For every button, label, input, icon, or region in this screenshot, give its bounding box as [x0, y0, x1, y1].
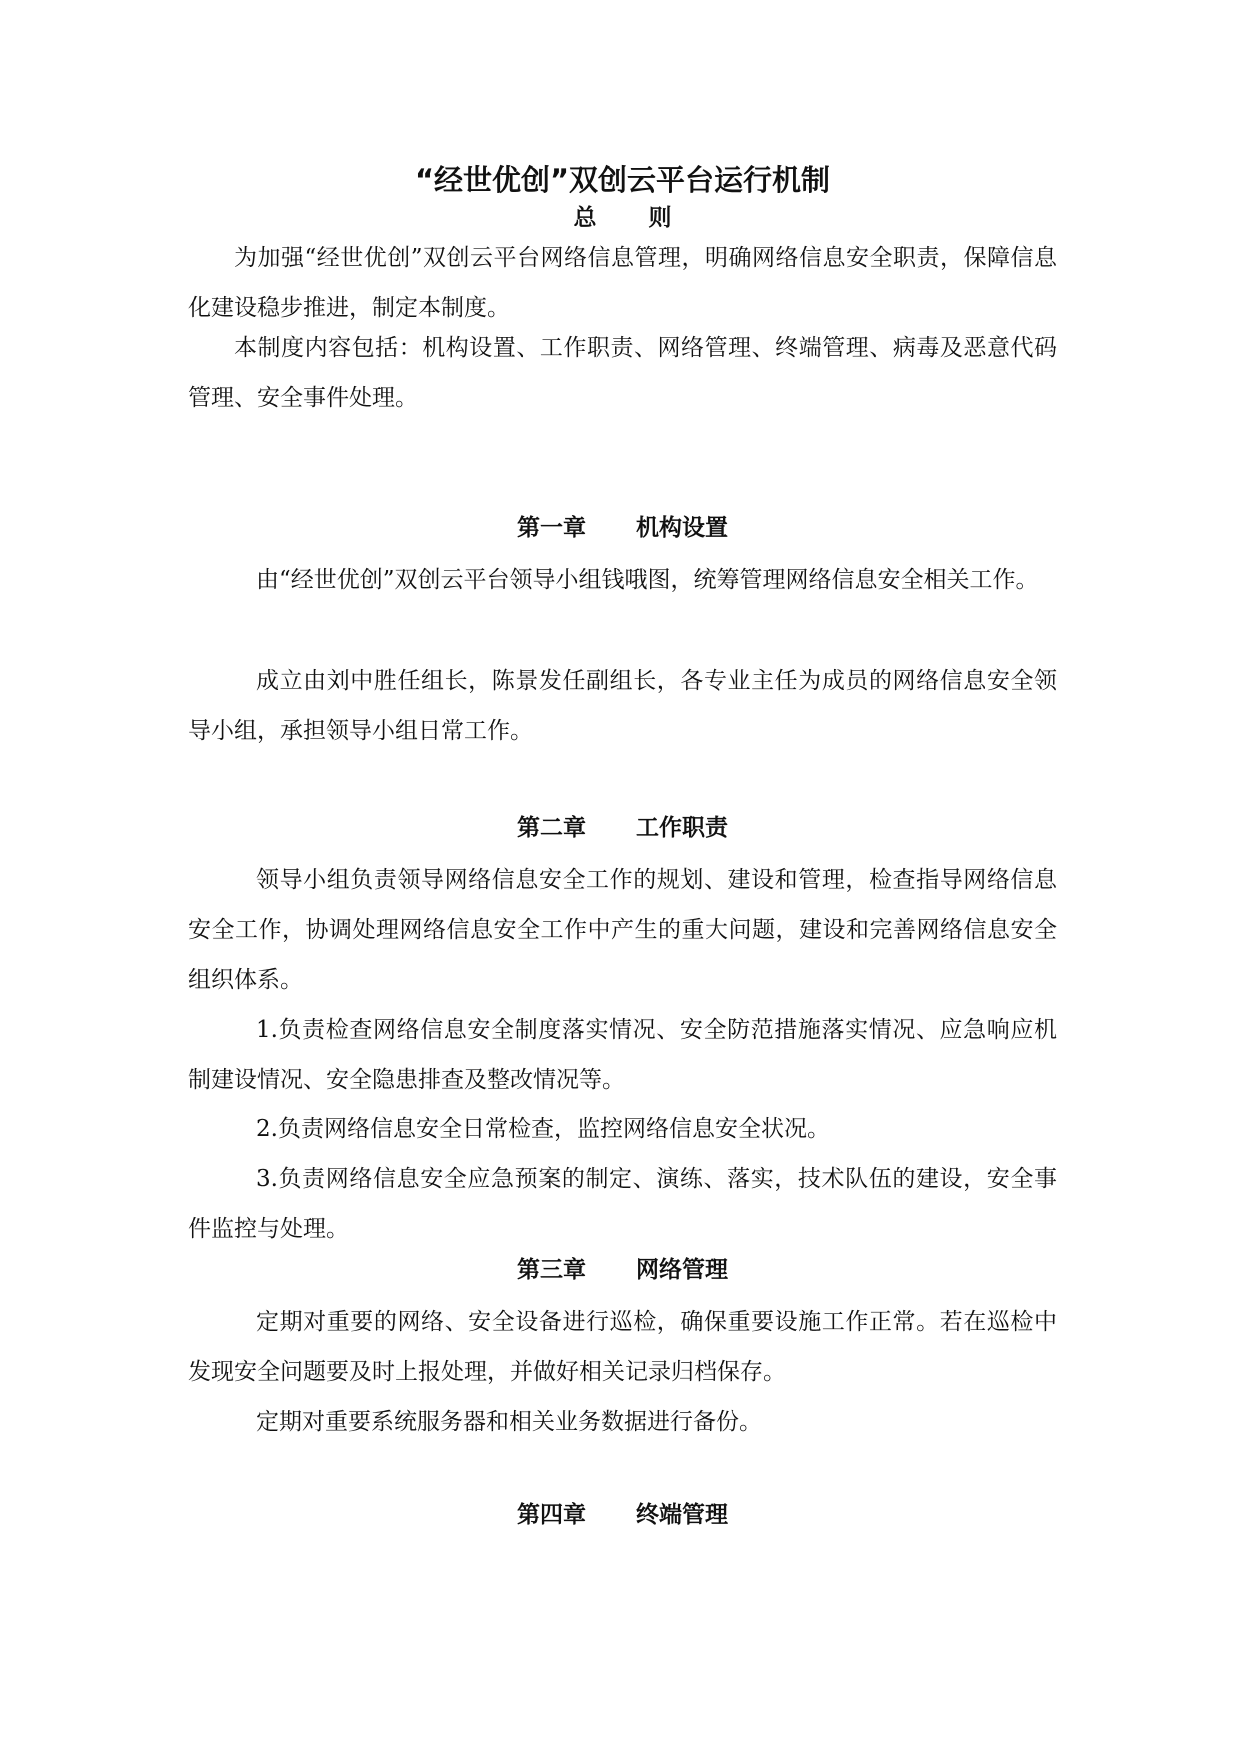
- chapter-2-paragraph-4: 3.负责网络信息安全应急预案的制定、演练、落实，技术队伍的建设，安全事件监控与处理。: [188, 1166, 1057, 1242]
- general-heading-left: 总: [573, 205, 597, 231]
- chapter-2-paragraph-1: 领导小组负责领导网络信息安全工作的规划、建设和管理，检查指导网络信息安全工作，协调处理网络信息安全工作中产生的重大问题，建设和完善网络信息安全组织体系。: [188, 867, 1057, 993]
- chapter-3-paragraph-1: 定期对重要的网络、安全设备进行巡检，确保重要设施工作正常。若在巡检中发现安全问题要及时上报处理，并做好相关记录归档保存。: [188, 1309, 1057, 1385]
- chapter-3-name: 网络管理: [636, 1256, 728, 1283]
- general-paragraph-1: 为加强“经世优创”双创云平台网络信息管理，明确网络信息安全职责，保障信息化建设稳步推进，制定本制度。: [188, 245, 1057, 321]
- chapter-1-heading: [188, 510, 1057, 546]
- chapter-2-name: 工作职责: [636, 814, 728, 841]
- chapter-1-paragraph-1: 由“经世优创”双创云平台领导小组钱哦图，统筹管理网络信息安全相关工作。: [256, 567, 1039, 593]
- document-title: “经世优创”双创云平台运行机制: [414, 163, 831, 197]
- chapter-2-number: 第二章: [517, 814, 586, 841]
- chapter-3-paragraph-2: 定期对重要系统服务器和相关业务数据进行备份。: [256, 1409, 762, 1435]
- chapter-4-number: 第四章: [517, 1501, 586, 1528]
- chapter-1-number: 第一章: [517, 514, 586, 541]
- general-paragraph-2: 本制度内容包括：机构设置、工作职责、网络管理、终端管理、病毒及恶意代码管理、安全事件处理。: [188, 335, 1057, 411]
- general-heading-right: 则: [648, 205, 672, 231]
- chapter-3-number: 第三章: [517, 1256, 586, 1283]
- chapter-2-heading: [188, 810, 1057, 846]
- general-heading: [188, 200, 1057, 236]
- chapter-2-paragraph-2: 1.负责检查网络信息安全制度落实情况、安全防范措施落实情况、应急响应机制建设情况、安全隐患排查及整改情况等。: [188, 1017, 1057, 1093]
- chapter-4-name: 终端管理: [636, 1501, 728, 1528]
- chapter-2-paragraph-3: 2.负责网络信息安全日常检查，监控网络信息安全状况。: [256, 1116, 830, 1142]
- chapter-4-heading: [188, 1497, 1057, 1533]
- chapter-1-name: 机构设置: [636, 514, 728, 541]
- chapter-1-paragraph-2: 成立由刘中胜任组长，陈景发任副组长，各专业主任为成员的网络信息安全领导小组，承担领导小组日常工作。: [188, 668, 1057, 744]
- chapter-3-heading: [188, 1252, 1057, 1288]
